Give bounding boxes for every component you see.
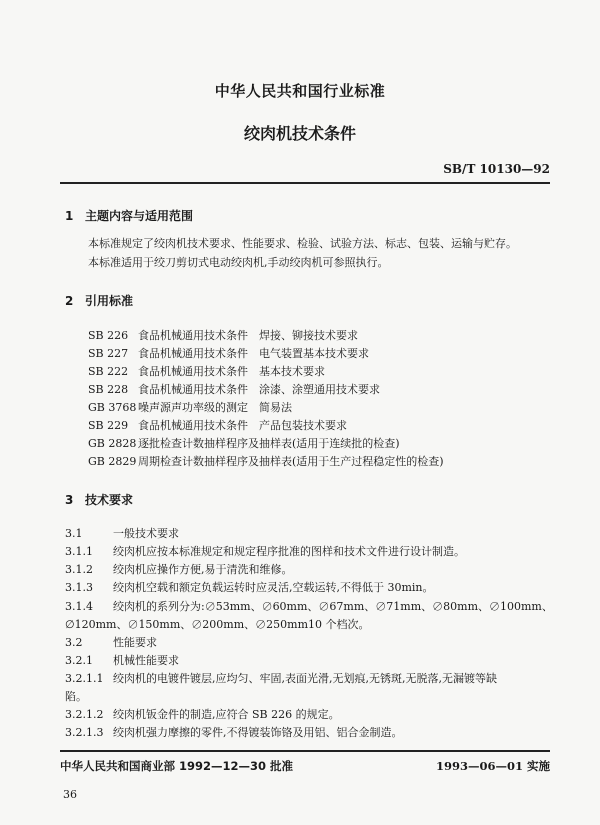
reference-item: GB 2829 周期检查计数抽样程序及抽样表(适用于生产过程稳定性的检查) [88,455,444,468]
section-2-heading: 2 引用标准 [65,294,134,308]
clause: 3.1.3 绞肉机空载和额定负载运转时应灵活,空载运转,不得低于 30min。 [65,581,434,594]
implementation-date: 1993—06—01 实施 [435,759,550,773]
clause: 3.1.2 绞肉机应操作方便,易于清洗和维修。 [65,563,293,576]
footer-rule [60,750,550,752]
header-rule [60,182,550,184]
reference-item: SB 227 食品机械通用技术条件 电气装置基本技术要求 [88,347,369,360]
clause: 3.2.1 机械性能要求 [65,654,179,667]
section-1-paragraph: 本标准适用于绞刀剪切式电动绞肉机,手动绞肉机可参照执行。 [88,256,389,269]
issuer-approval: 中华人民共和国商业部 1992—12—30 批准 [60,759,294,773]
clause: 3.1.4 绞肉机的系列分为:∅53mm、∅60mm、∅67mm、∅71mm、∅80mm、∅100mm、 [65,600,553,613]
reference-item: SB 229 食品机械通用技术条件 产品包装技术要求 [88,419,347,432]
reference-item: GB 3768 噪声源声功率级的测定 简易法 [88,401,292,414]
clause: 3.2.1.3 绞肉机强力摩擦的零件,不得镀装饰铬及用铝、铝合金制造。 [65,726,403,739]
reference-item: SB 222 食品机械通用技术条件 基本技术要求 [88,365,325,378]
clause: 3.1.1 绞肉机应按本标准规定和规定程序批准的图样和技术文件进行设计制造。 [65,545,465,558]
section-3-heading: 3 技术要求 [65,493,134,507]
standard-category: 中华人民共和国行业标准 [214,82,386,100]
page-title: 绞肉机技术条件 [243,124,356,143]
clause-continuation: 陷。 [65,690,87,703]
clause: 3.2 性能要求 [65,636,157,649]
clause: 3.1 一般技术要求 [65,527,179,540]
clause-continuation: ∅120mm、∅150mm、∅200mm、∅250mm10 个档次。 [65,618,370,631]
page-number: 36 [63,788,77,801]
reference-item: GB 2828 逐批检查计数抽样程序及抽样表(适用于连续批的检查) [88,437,400,450]
section-1-heading: 1 主题内容与适用范围 [65,209,194,223]
section-1-paragraph: 本标准规定了绞肉机技术要求、性能要求、检验、试验方法、标志、包装、运输与贮存。 [88,237,517,250]
reference-item: SB 226 食品机械通用技术条件 焊接、铆接技术要求 [88,329,358,342]
reference-item: SB 228 食品机械通用技术条件 涂漆、涂塑通用技术要求 [88,383,380,396]
clause: 3.2.1.1 绞肉机的电镀件镀层,应均匀、牢固,表面光滑,无划痕,无锈斑,无脱落,无漏镀等缺 [65,672,497,685]
standard-code: SB/T 10130—92 [443,162,550,176]
clause: 3.2.1.2 绞肉机钣金件的制造,应符合 SB 226 的规定。 [65,708,340,721]
